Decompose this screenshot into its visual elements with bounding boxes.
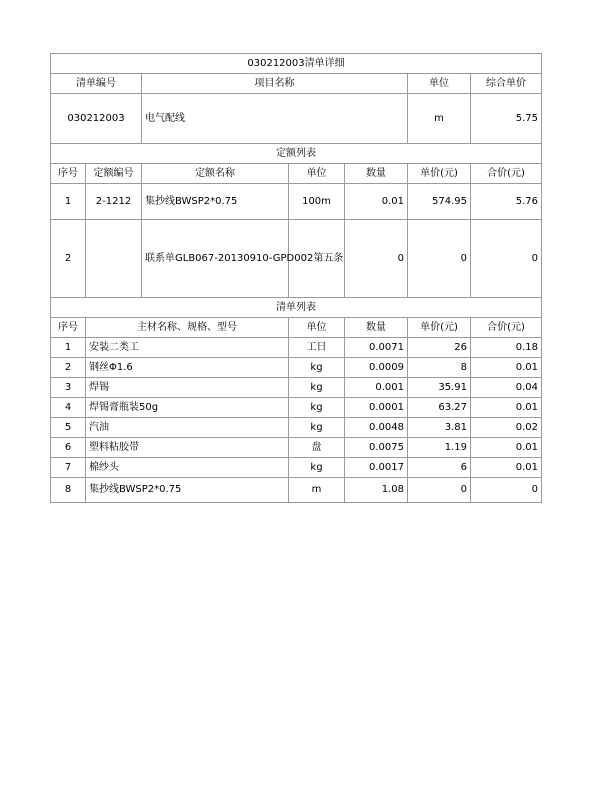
quota-header-row <box>51 164 542 184</box>
quota-section-row <box>51 144 542 164</box>
material-row <box>51 358 542 378</box>
material-total: 0.01 <box>471 398 542 418</box>
quota-qty-header: 数量 <box>345 164 408 184</box>
material-unit: 盘 <box>289 438 345 458</box>
material-unit-price: 1.19 <box>408 438 471 458</box>
material-name: 钢丝Φ1.6 <box>86 358 289 378</box>
quota-row <box>51 184 542 220</box>
material-qty: 0.0009 <box>345 358 408 378</box>
material-qty: 0.0071 <box>345 338 408 358</box>
title-row <box>51 54 542 74</box>
material-row <box>51 398 542 418</box>
material-unit: kg <box>289 358 345 378</box>
material-name: 棉纱头 <box>86 458 289 478</box>
material-name: 焊锡膏瓶装50g <box>86 398 289 418</box>
quota-unit-price: 0 <box>408 220 471 298</box>
material-total: 0.01 <box>471 458 542 478</box>
quota-total: 5.76 <box>471 184 542 220</box>
material-qty: 0.001 <box>345 378 408 398</box>
material-total: 0.02 <box>471 418 542 438</box>
material-total: 0.01 <box>471 358 542 378</box>
material-qty: 0.0048 <box>345 418 408 438</box>
material-unit: kg <box>289 418 345 438</box>
material-name-header: 主材名称、规格、型号 <box>86 318 289 338</box>
material-unit-price-header: 单价(元) <box>408 318 471 338</box>
material-seq: 3 <box>51 378 86 398</box>
material-unit: m <box>289 478 345 503</box>
material-unit-price: 35.91 <box>408 378 471 398</box>
bill-name: 电气配线 <box>142 94 408 144</box>
bill-name-header: 项目名称 <box>142 74 408 94</box>
quota-code-header: 定额编号 <box>86 164 142 184</box>
material-unit-price: 8 <box>408 358 471 378</box>
quota-unit-price: 574.95 <box>408 184 471 220</box>
page-title: 030212003清单详细 <box>51 54 542 74</box>
material-qty-header: 数量 <box>345 318 408 338</box>
material-row <box>51 418 542 438</box>
quota-seq: 2 <box>51 220 86 298</box>
material-total-header: 合价(元) <box>471 318 542 338</box>
material-unit-price: 6 <box>408 458 471 478</box>
bill-header-row <box>51 74 542 94</box>
material-seq-header: 序号 <box>51 318 86 338</box>
material-row <box>51 478 542 503</box>
material-qty: 1.08 <box>345 478 408 503</box>
material-seq: 6 <box>51 438 86 458</box>
quota-name: 联系单GLB067-20130910-GPD002第五条 <box>142 220 289 298</box>
quota-name: 集抄线BWSP2*0.75 <box>142 184 289 220</box>
quota-unit-header: 单位 <box>289 164 345 184</box>
material-name: 集抄线BWSP2*0.75 <box>86 478 289 503</box>
material-section-row <box>51 298 542 318</box>
quota-qty: 0.01 <box>345 184 408 220</box>
bill-row <box>51 94 542 144</box>
material-name: 汽油 <box>86 418 289 438</box>
bill-code-header: 清单编号 <box>51 74 142 94</box>
material-unit-header: 单位 <box>289 318 345 338</box>
material-section-title: 清单列表 <box>51 298 542 318</box>
material-name: 安装二类工 <box>86 338 289 358</box>
material-seq: 7 <box>51 458 86 478</box>
quota-unit: 100m <box>289 184 345 220</box>
bill-price-header: 综合单价 <box>471 74 542 94</box>
quota-seq-header: 序号 <box>51 164 86 184</box>
material-seq: 5 <box>51 418 86 438</box>
material-total: 0.04 <box>471 378 542 398</box>
material-total: 0 <box>471 478 542 503</box>
material-qty: 0.0075 <box>345 438 408 458</box>
material-qty: 0.0001 <box>345 398 408 418</box>
material-name: 焊锡 <box>86 378 289 398</box>
material-unit: 工日 <box>289 338 345 358</box>
material-header-row <box>51 318 542 338</box>
material-row <box>51 338 542 358</box>
quota-section-title: 定额列表 <box>51 144 542 164</box>
material-unit: kg <box>289 398 345 418</box>
quota-total: 0 <box>471 220 542 298</box>
material-unit: kg <box>289 458 345 478</box>
material-seq: 2 <box>51 358 86 378</box>
material-row <box>51 438 542 458</box>
material-row <box>51 458 542 478</box>
quota-unit-price-header: 单价(元) <box>408 164 471 184</box>
bill-detail-table <box>50 53 542 503</box>
bill-unit: m <box>408 94 471 144</box>
material-unit-price: 0 <box>408 478 471 503</box>
quota-qty: 0 <box>345 220 408 298</box>
material-row <box>51 378 542 398</box>
quota-total-header: 合价(元) <box>471 164 542 184</box>
bill-code: 030212003 <box>51 94 142 144</box>
material-qty: 0.0017 <box>345 458 408 478</box>
material-unit-price: 3.81 <box>408 418 471 438</box>
material-seq: 8 <box>51 478 86 503</box>
material-unit-price: 26 <box>408 338 471 358</box>
quota-code <box>86 220 142 298</box>
material-total: 0.18 <box>471 338 542 358</box>
material-seq: 1 <box>51 338 86 358</box>
quota-seq: 1 <box>51 184 86 220</box>
material-seq: 4 <box>51 398 86 418</box>
quota-name-header: 定额名称 <box>142 164 289 184</box>
material-unit: kg <box>289 378 345 398</box>
material-unit-price: 63.27 <box>408 398 471 418</box>
bill-price: 5.75 <box>471 94 542 144</box>
bill-unit-header: 单位 <box>408 74 471 94</box>
material-name: 塑料粘胶带 <box>86 438 289 458</box>
quota-row <box>51 220 542 298</box>
quota-code: 2-1212 <box>86 184 142 220</box>
material-total: 0.01 <box>471 438 542 458</box>
